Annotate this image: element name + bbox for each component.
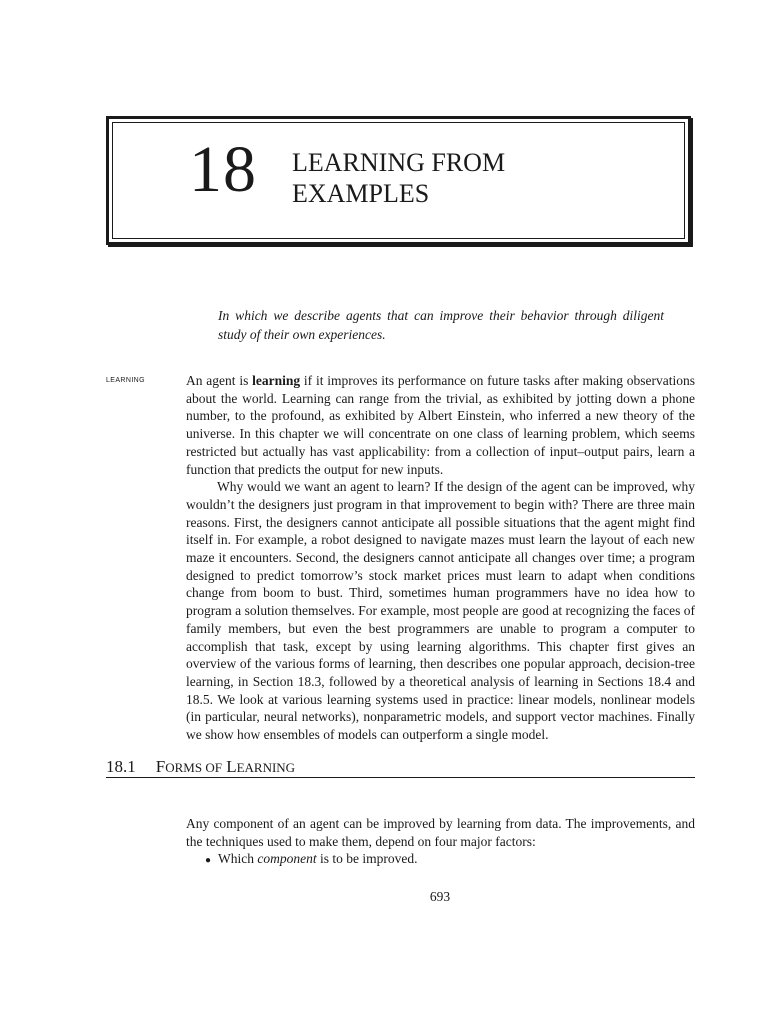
chapter-title-box — [106, 116, 691, 245]
page-number: 693 — [429, 889, 451, 904]
section-heading — [106, 757, 695, 778]
chapter-title-line-1: LEARNING FROM — [292, 148, 506, 177]
intro-p1-term: learning — [252, 373, 301, 388]
chapter-number: 18 — [189, 133, 257, 206]
intro-p1-after: if it improves its performance on future tasks after making observations about the world. Learning can range from the trivial, as exhibited by jotting down a phone number, to the profound, as exhibited by Albert Einstein, who inferred a new theory of the universe. In this chapter we will concentrate on one class of learning problem, which seems restricted but actually has vast applicability: from a collection of input–output pairs, learn a function that predicts the output for new inputs. — [186, 373, 695, 477]
section-title-earning: EARNING — [236, 760, 296, 775]
chapter-epigraph: In which we describe agents that can improve their behavior through diligent study of their own experiences. — [218, 308, 664, 342]
margin-note-learning: LEARNING — [106, 377, 145, 384]
section-title-orms-of: ORMS OF — [165, 760, 222, 775]
section-body — [186, 815, 695, 870]
intro-p1-before: An agent is — [186, 373, 253, 388]
intro-paragraph-2: Why would we want an agent to learn? If the design of the agent can be improved, why wouldn’t the designers just program in that improvement to begin with? There are three main reasons. First, the designers cannot anticipate all possible situations that the agent might find itself in. For example, a robot designed to navigate mazes must learn the layout of each new maze it encounters. Second, the designers cannot anticipate all changes over time; a program designed to predict tomorrow’s stock market prices must learn to adapt when conditions change from boom to bust. Third, sometimes human programmers have no idea how to program a solution themselves. For example, most people are good at recognizing the faces of family members, but even the best programmers are unable to program a computer to accomplish that task, except by using learning algorithms. This chapter first gives an overview of the various forms of learning, then describes one popular approach, decision-tree learning, in Section 18.3, followed by a theoretical analysis of learning in Sections 18.4 and 18.5. We look at various learning systems used in practice: linear models, nonlinear models (in particular, neural networks), nonparametric models, and support vector machines. Finally we show how ensembles of models can outperform a single model. — [186, 479, 695, 743]
bullet-term: component — [257, 851, 317, 867]
section-number: 18.1 — [106, 757, 136, 776]
bullet-before: Which — [218, 851, 258, 867]
intro-paragraph-1 — [186, 372, 695, 478]
section-paragraph: Any component of an agent can be improved by learning from data. The improvements, and the techniques used to make them, depend on four major factors: — [186, 816, 695, 849]
chapter-title — [292, 147, 505, 209]
section-title-initial-l: L — [226, 757, 237, 776]
bullet-after: is to be improved. — [316, 851, 418, 867]
bullet-icon: ● — [205, 855, 212, 867]
intro-body — [186, 372, 695, 744]
bullet-list-item — [205, 850, 695, 870]
section-title-initial-f: F — [155, 757, 166, 776]
chapter-title-line-2: EXAMPLES — [292, 179, 430, 208]
